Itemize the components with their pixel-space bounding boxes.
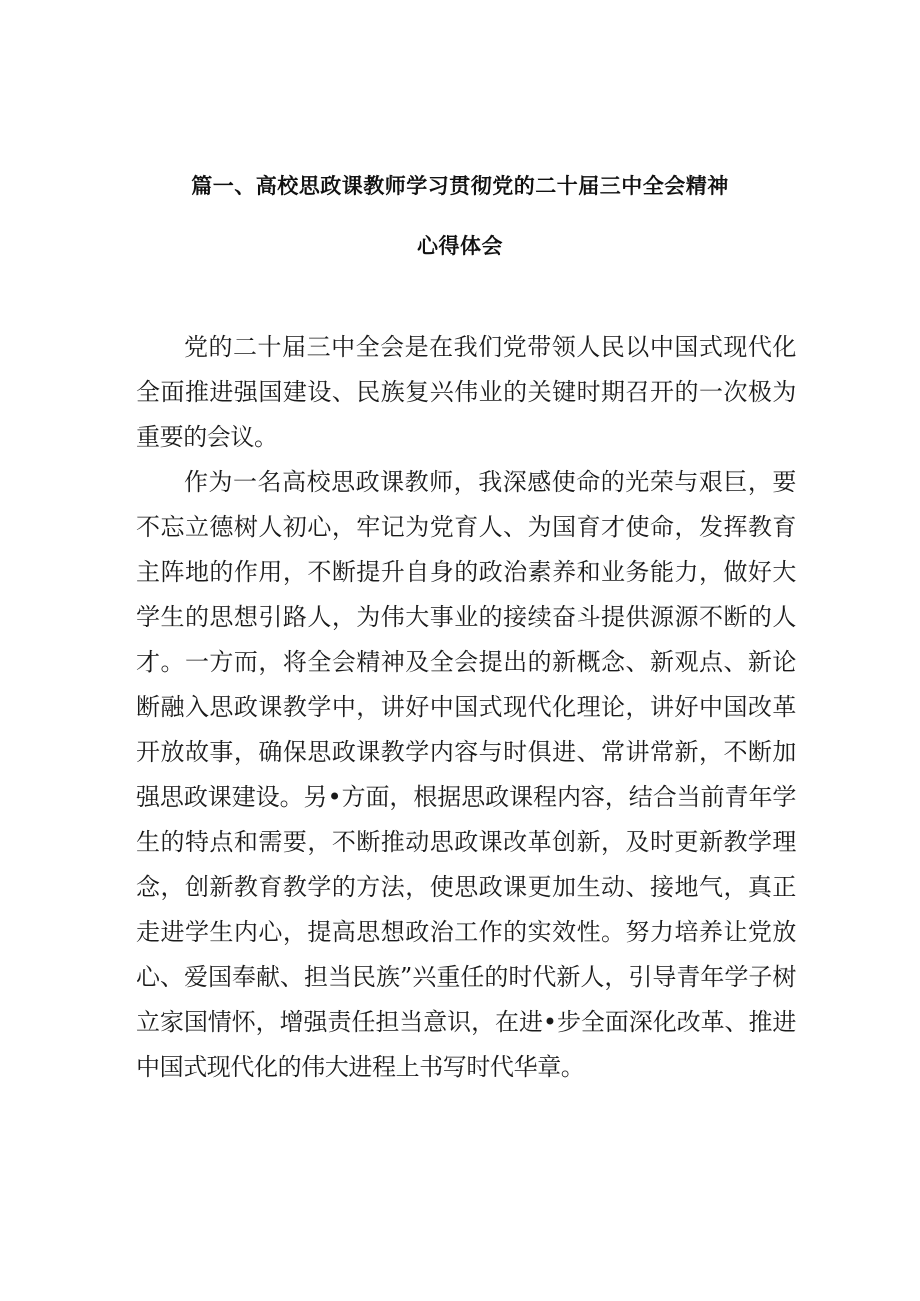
paragraph-1: 党的二十届三中全会是在我们党带领人民以中国式现代化全面推进强国建设、民族复兴伟业的关键时期召开的一次极为重要的会议。 — [136, 333, 796, 451]
document-body — [136, 325, 796, 1090]
document-title-line-2: 心得体会 — [417, 234, 503, 258]
document-title-line-1: 篇一、高校思政课教师学习贯彻党的二十届三中全会精神 — [191, 174, 729, 198]
paragraph-2: 作为一名高校思政课教师，我深感使命的光荣与艰巨，要不忘立德树人初心，牢记为党育人、为国育才使命，发挥教育主阵地的作用，不断提升自身的政治素养和业务能力，做好大学生的思想引路人，为伟大事业的接续奋斗提供源源不断的人才。一方而，将全会精神及全会提出的新概念、新观点、新论断融入思政课教学中，讲好中国式现代化理论，讲好中国改革开放故事，确保思政课教学内容与时俱进、常讲常新，不断加强思政课建设。另•方面，根据思政课程内容，结合当前青年学生的特点和需要，不断推动思政课改革创新，及时更新教学理念，创新教育教学的方法，使思政课更加生动、接地气，真正走进学生内心，提高思想政治工作的实效性。努力培养让党放心、爱国奉献、担当民族”兴重任的时代新人，引导青年学子树立家国情怀，增强责任担当意识，在进•步全面深化改革、推进中国式现代化的伟大进程上书写时代华章。 — [136, 468, 796, 1081]
